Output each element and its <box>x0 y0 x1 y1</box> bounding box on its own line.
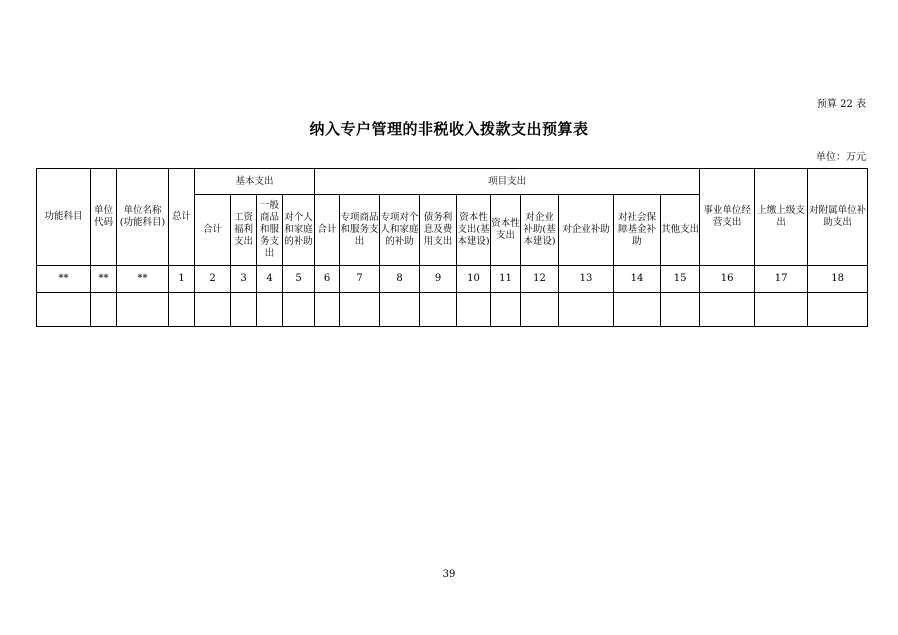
index-cell: 14 <box>614 266 661 293</box>
header-proj-debt: 债务利息及费用支出 <box>420 195 457 266</box>
data-row-empty <box>37 293 868 327</box>
header-proj-social: 对社会保障基金补助 <box>614 195 661 266</box>
header-unit-name: 单位名称(功能科目) <box>117 169 169 266</box>
index-cell: 4 <box>257 266 283 293</box>
header-proj-goods: 专项商品和服务支出 <box>340 195 380 266</box>
index-cell: ** <box>91 266 117 293</box>
empty-cell[interactable] <box>231 293 257 327</box>
header-basic-group: 基本支出 <box>195 169 315 195</box>
index-cell: 6 <box>315 266 340 293</box>
header-basic-total: 合计 <box>195 195 231 266</box>
header-proj-capital: 资本性支出 <box>491 195 521 266</box>
header-upper-payment: 上缴上级支出 <box>755 169 808 266</box>
header-basic-salary: 工资福利支出 <box>231 195 257 266</box>
header-func-subject: 功能科目 <box>37 169 91 266</box>
header-affiliated: 对附属单位补助支出 <box>808 169 868 266</box>
index-cell: ** <box>117 266 169 293</box>
empty-cell[interactable] <box>380 293 420 327</box>
index-cell: 1 <box>169 266 195 293</box>
form-number: 预算 22 表 <box>816 99 866 110</box>
index-cell: 5 <box>283 266 315 293</box>
index-cell: 11 <box>491 266 521 293</box>
header-unit-code: 单位代码 <box>91 169 117 266</box>
header-row-1 <box>37 169 868 195</box>
empty-cell[interactable] <box>340 293 380 327</box>
empty-cell[interactable] <box>283 293 315 327</box>
empty-cell[interactable] <box>457 293 491 327</box>
empty-cell[interactable] <box>195 293 231 327</box>
empty-cell[interactable] <box>614 293 661 327</box>
header-proj-other: 其他支出 <box>661 195 700 266</box>
empty-cell[interactable] <box>559 293 614 327</box>
header-project-group: 项目支出 <box>315 169 700 195</box>
header-total: 总计 <box>169 169 195 266</box>
empty-cell[interactable] <box>315 293 340 327</box>
index-cell: ** <box>37 266 91 293</box>
index-cell: 16 <box>700 266 755 293</box>
empty-cell[interactable] <box>91 293 117 327</box>
header-proj-capital-build: 资本性支出(基本建设) <box>457 195 491 266</box>
index-cell: 3 <box>231 266 257 293</box>
index-cell: 13 <box>559 266 614 293</box>
header-proj-total: 合计 <box>315 195 340 266</box>
index-cell: 12 <box>521 266 559 293</box>
index-row <box>37 266 868 293</box>
index-cell: 18 <box>808 266 868 293</box>
empty-cell[interactable] <box>169 293 195 327</box>
empty-cell[interactable] <box>420 293 457 327</box>
header-proj-personal: 专项对个人和家庭的补助 <box>380 195 420 266</box>
empty-cell[interactable] <box>521 293 559 327</box>
header-business-ops: 事业单位经营支出 <box>700 169 755 266</box>
empty-cell[interactable] <box>257 293 283 327</box>
budget-table <box>36 168 868 327</box>
empty-cell[interactable] <box>755 293 808 327</box>
unit-label: 单位：万元 <box>816 152 866 163</box>
header-proj-enterprise: 对企业补助 <box>559 195 614 266</box>
index-cell: 2 <box>195 266 231 293</box>
empty-cell[interactable] <box>808 293 868 327</box>
index-cell: 9 <box>420 266 457 293</box>
header-basic-personal: 对个人和家庭的补助 <box>283 195 315 266</box>
header-basic-goods: 一般商品和服务支出 <box>257 195 283 266</box>
index-cell: 17 <box>755 266 808 293</box>
index-cell: 10 <box>457 266 491 293</box>
empty-cell[interactable] <box>661 293 700 327</box>
empty-cell[interactable] <box>117 293 169 327</box>
index-cell: 7 <box>340 266 380 293</box>
index-cell: 8 <box>380 266 420 293</box>
page-number: 39 <box>442 569 456 580</box>
index-cell: 15 <box>661 266 700 293</box>
header-proj-enterprise-build: 对企业补助(基本建设) <box>521 195 559 266</box>
empty-cell[interactable] <box>491 293 521 327</box>
empty-cell[interactable] <box>700 293 755 327</box>
empty-cell[interactable] <box>37 293 91 327</box>
table-title: 纳入专户管理的非税收入拨款支出预算表 <box>309 120 589 138</box>
